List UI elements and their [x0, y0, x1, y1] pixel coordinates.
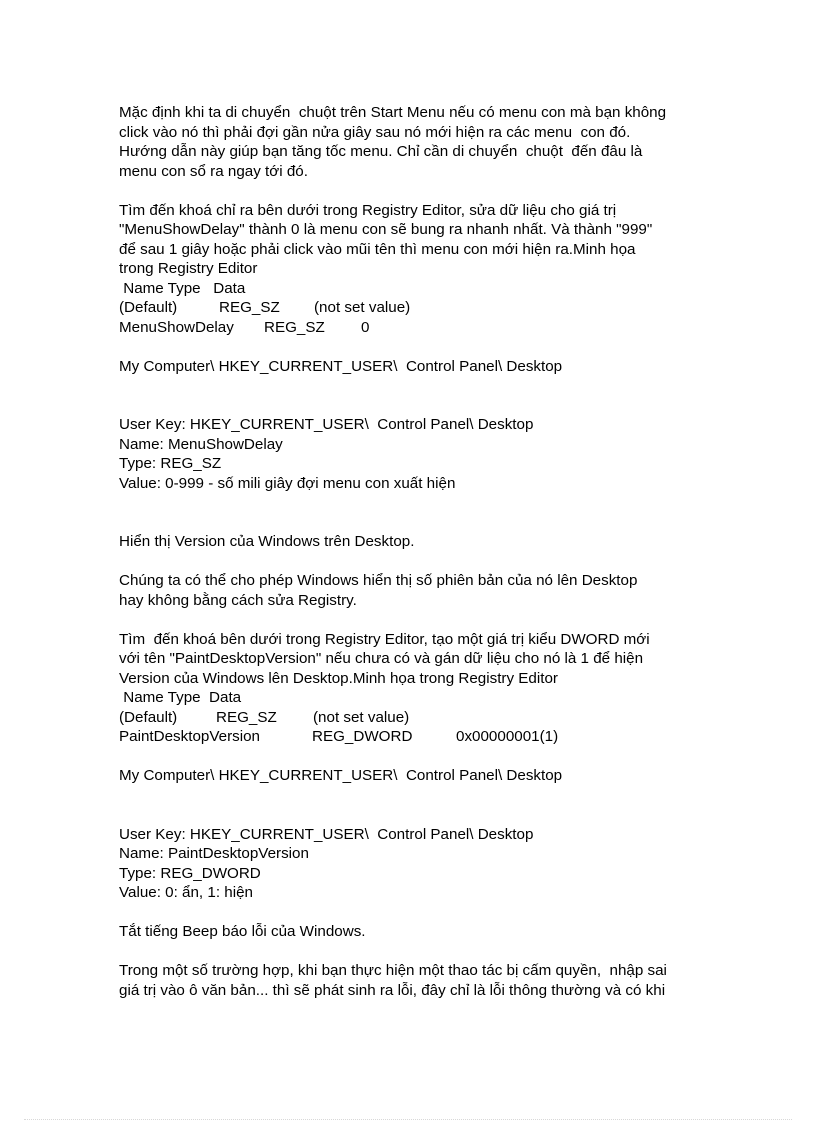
- spacer: [119, 610, 719, 630]
- registry-value-type: REG_DWORD: [312, 728, 413, 745]
- section-desktop-version: [119, 532, 719, 903]
- paragraph-line: với tên "PaintDesktopVersion" nếu chưa có và gán dữ liệu cho nó là 1 để hiện: [119, 650, 644, 667]
- registry-table-row: [119, 318, 719, 338]
- paragraph-line: Tìm đến khoá chỉ ra bên dưới trong Registry Editor, sửa dữ liệu cho giá trị: [119, 201, 617, 219]
- paragraph-line: "MenuShowDelay" thành 0 là menu con sẽ bung ra nhanh nhất. Và thành "999": [119, 221, 653, 238]
- key-info-line: Type: REG_DWORD: [119, 864, 261, 882]
- paragraph-line: click vào nó thì phải đợi gần nửa giây sau nó mới hiện ra các menu con đó.: [119, 123, 631, 141]
- registry-value-type: REG_SZ: [264, 318, 325, 336]
- paragraph-line: Tìm đến khoá bên dưới trong Registry Editor, tạo một giá trị kiểu DWORD mới: [119, 630, 650, 648]
- registry-table-row: [119, 298, 719, 318]
- spacer: [119, 903, 719, 923]
- section-disable-beep: [119, 922, 719, 1000]
- spacer: [119, 552, 719, 572]
- paragraph-line: để sau 1 giây hoặc phải click vào mũi tên thì menu con mới hiện ra.Minh họa: [119, 240, 636, 258]
- key-info-line: User Key: HKEY_CURRENT_USER\ Control Panel\ Desktop: [119, 825, 534, 843]
- registry-value-data: (not set value): [314, 299, 411, 316]
- registry-value-type: REG_SZ: [216, 708, 277, 726]
- registry-value-data: 0x00000001(1): [456, 728, 559, 745]
- paragraph-line: Hướng dẫn này giúp bạn tăng tốc menu. Chỉ cần di chuyển chuột đến đâu là: [119, 143, 643, 160]
- registry-path: My Computer\ HKEY_CURRENT_USER\ Control Panel\ Desktop: [119, 767, 563, 784]
- registry-value-type: REG_SZ: [219, 299, 280, 316]
- spacer: [119, 942, 719, 962]
- spacer: [119, 337, 719, 357]
- registry-value-name: PaintDesktopVersion: [119, 728, 260, 745]
- paragraph-line: Chúng ta có thể cho phép Windows hiển thị số phiên bản của nó lên Desktop: [119, 572, 638, 589]
- registry-value-data: (not set value): [313, 708, 410, 726]
- key-info-line: Name: MenuShowDelay: [119, 435, 283, 453]
- paragraph-line: giá trị vào ô văn bản... thì sẽ phát sinh ra lỗi, đây chỉ là lỗi thông thường và có khi: [119, 981, 666, 999]
- section-menu-delay: [119, 103, 719, 493]
- key-info-line: User Key: HKEY_CURRENT_USER\ Control Panel\ Desktop: [119, 416, 534, 433]
- key-info-line: Value: 0: ẩn, 1: hiện: [119, 884, 253, 901]
- spacer: [119, 493, 719, 532]
- registry-table-row: [119, 727, 719, 747]
- registry-value-data: 0: [361, 318, 370, 336]
- spacer: [119, 181, 719, 201]
- paragraph-line: hay không bằng cách sửa Registry.: [119, 591, 357, 609]
- spacer: [119, 376, 719, 415]
- registry-value-name: MenuShowDelay: [119, 318, 234, 336]
- registry-table-header: Name Type Data: [119, 279, 246, 297]
- registry-table-row: [119, 708, 719, 728]
- spacer: [119, 786, 719, 825]
- paragraph-line: menu con sổ ra ngay tới đó.: [119, 162, 308, 180]
- paragraph-line: trong Registry Editor: [119, 260, 258, 277]
- section-title: Hiển thị Version của Windows trên Desktop.: [119, 533, 415, 550]
- spacer: [119, 747, 719, 767]
- document-body: [119, 103, 719, 1000]
- key-info-line: Name: PaintDesktopVersion: [119, 845, 309, 862]
- registry-path: My Computer\ HKEY_CURRENT_USER\ Control Panel\ Desktop: [119, 357, 563, 375]
- registry-value-name: (Default): [119, 708, 178, 726]
- key-info-line: Type: REG_SZ: [119, 455, 222, 472]
- key-info-line: Value: 0-999 - số mili giây đợi menu con xuất hiện: [119, 474, 456, 492]
- registry-table-header: Name Type Data: [119, 689, 242, 706]
- paragraph-line: Trong một số trường hợp, khi bạn thực hiện một thao tác bị cấm quyền, nhập sai: [119, 962, 667, 979]
- registry-value-name: (Default): [119, 299, 178, 316]
- paragraph-line: Version của Windows lên Desktop.Minh họa trong Registry Editor: [119, 669, 558, 687]
- section-title: Tắt tiếng Beep báo lỗi của Windows.: [119, 923, 366, 940]
- page-bottom-border: [24, 1119, 792, 1120]
- paragraph-line: Mặc định khi ta di chuyển chuột trên Start Menu nếu có menu con mà bạn không: [119, 104, 667, 121]
